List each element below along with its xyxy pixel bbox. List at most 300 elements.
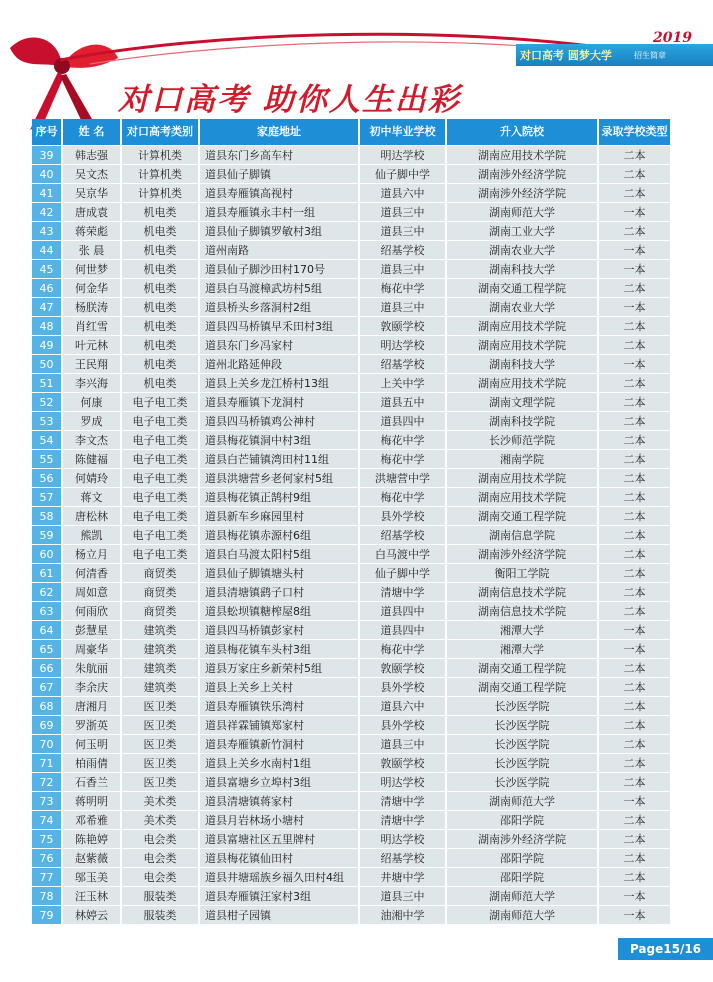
cell-name: 邬玉美 bbox=[63, 868, 120, 886]
cell-middle-school: 清塘中学 bbox=[360, 583, 445, 601]
brand-title: 对口高考 圆梦大学 bbox=[520, 49, 612, 62]
cell-category: 电子电工类 bbox=[122, 507, 198, 525]
cell-name: 吴文杰 bbox=[63, 165, 120, 183]
cell-college-tier: 二本 bbox=[599, 412, 670, 430]
cell-college: 湖南应用技术学院 bbox=[447, 488, 597, 506]
table-row bbox=[32, 868, 670, 886]
page-number: Page15/16 bbox=[618, 938, 713, 960]
cell-name: 唐松林 bbox=[63, 507, 120, 525]
cell-middle-school: 梅花中学 bbox=[360, 279, 445, 297]
cell-middle-school: 明达学校 bbox=[360, 830, 445, 848]
cell-seq: 73 bbox=[32, 792, 61, 810]
cell-college-tier: 一本 bbox=[599, 203, 670, 221]
cell-college-tier: 一本 bbox=[599, 906, 670, 924]
table-row bbox=[32, 583, 670, 601]
cell-address: 道县月岩林场小塘村 bbox=[200, 811, 358, 829]
cell-college-tier: 二本 bbox=[599, 279, 670, 297]
cell-middle-school: 梅花中学 bbox=[360, 488, 445, 506]
cell-address: 道县上关乡上关村 bbox=[200, 678, 358, 696]
cell-address: 道县寿雁镇汪家村3组 bbox=[200, 887, 358, 905]
cell-middle-school: 道县四中 bbox=[360, 602, 445, 620]
cell-seq: 66 bbox=[32, 659, 61, 677]
cell-college: 湖南信息技术学院 bbox=[447, 602, 597, 620]
cell-seq: 48 bbox=[32, 317, 61, 335]
cell-college: 湖南应用技术学院 bbox=[447, 336, 597, 354]
cell-middle-school: 井塘中学 bbox=[360, 868, 445, 886]
cell-address: 道县清塘镇蒋家村 bbox=[200, 792, 358, 810]
cell-seq: 77 bbox=[32, 868, 61, 886]
column-header-middle-school: 初中毕业学校 bbox=[360, 119, 445, 145]
cell-name: 何玉明 bbox=[63, 735, 120, 753]
column-header-category: 对口高考类别 bbox=[122, 119, 198, 145]
cell-middle-school: 明达学校 bbox=[360, 336, 445, 354]
column-header-seq: 序号 bbox=[32, 119, 61, 145]
cell-address: 道县柑子园镇 bbox=[200, 906, 358, 924]
cell-address: 道县寿雁镇永丰村一组 bbox=[200, 203, 358, 221]
cell-seq: 55 bbox=[32, 450, 61, 468]
cell-name: 韩志强 bbox=[63, 146, 120, 164]
cell-name: 彭慧星 bbox=[63, 621, 120, 639]
cell-name: 肖红雪 bbox=[63, 317, 120, 335]
cell-name: 何康 bbox=[63, 393, 120, 411]
cell-address: 道县仙子脚镇罗敏村3组 bbox=[200, 222, 358, 240]
table-row bbox=[32, 621, 670, 639]
cell-college-tier: 二本 bbox=[599, 583, 670, 601]
cell-middle-school: 绍基学校 bbox=[360, 355, 445, 373]
cell-college: 长沙医学院 bbox=[447, 697, 597, 715]
cell-seq: 67 bbox=[32, 678, 61, 696]
cell-name: 邓希雅 bbox=[63, 811, 120, 829]
cell-college-tier: 二本 bbox=[599, 773, 670, 791]
cell-name: 朱航丽 bbox=[63, 659, 120, 677]
cell-address: 道州北路延伸段 bbox=[200, 355, 358, 373]
cell-address: 道县洪塘营乡老何家村5组 bbox=[200, 469, 358, 487]
cell-college-tier: 二本 bbox=[599, 488, 670, 506]
cell-seq: 54 bbox=[32, 431, 61, 449]
cell-college-tier: 一本 bbox=[599, 355, 670, 373]
table-row bbox=[32, 792, 670, 810]
cell-college-tier: 一本 bbox=[599, 887, 670, 905]
cell-category: 电子电工类 bbox=[122, 450, 198, 468]
cell-middle-school: 白马渡中学 bbox=[360, 545, 445, 563]
cell-address: 道县清塘镇鹞子口村 bbox=[200, 583, 358, 601]
cell-college-tier: 二本 bbox=[599, 336, 670, 354]
cell-address: 道县东门乡冯家村 bbox=[200, 336, 358, 354]
cell-college: 湖南信息技术学院 bbox=[447, 583, 597, 601]
cell-seq: 53 bbox=[32, 412, 61, 430]
cell-college-tier: 二本 bbox=[599, 830, 670, 848]
cell-address: 道州南路 bbox=[200, 241, 358, 259]
cell-address: 道县四马桥镇早禾田村3组 bbox=[200, 317, 358, 335]
cell-name: 周豪华 bbox=[63, 640, 120, 658]
cell-category: 商贸类 bbox=[122, 583, 198, 601]
admission-table bbox=[30, 118, 672, 925]
table-row bbox=[32, 431, 670, 449]
table-row bbox=[32, 165, 670, 183]
cell-middle-school: 县外学校 bbox=[360, 678, 445, 696]
cell-college: 湘潭大学 bbox=[447, 640, 597, 658]
cell-category: 机电类 bbox=[122, 374, 198, 392]
cell-middle-school: 梅花中学 bbox=[360, 431, 445, 449]
cell-address: 道县寿雁镇下龙洞村 bbox=[200, 393, 358, 411]
cell-name: 陈健福 bbox=[63, 450, 120, 468]
cell-college: 湖南师范大学 bbox=[447, 887, 597, 905]
cell-college: 湖南师范大学 bbox=[447, 906, 597, 924]
cell-seq: 40 bbox=[32, 165, 61, 183]
cell-middle-school: 敦颐学校 bbox=[360, 659, 445, 677]
cell-college-tier: 二本 bbox=[599, 697, 670, 715]
cell-college-tier: 二本 bbox=[599, 450, 670, 468]
cell-address: 道县梅花镇赤源村6组 bbox=[200, 526, 358, 544]
cell-seq: 71 bbox=[32, 754, 61, 772]
cell-middle-school: 清塘中学 bbox=[360, 792, 445, 810]
cell-name: 何雨欣 bbox=[63, 602, 120, 620]
cell-name: 何世梦 bbox=[63, 260, 120, 278]
cell-category: 美术类 bbox=[122, 811, 198, 829]
cell-address: 道县梅花镇正鹄村9组 bbox=[200, 488, 358, 506]
cell-category: 商贸类 bbox=[122, 564, 198, 582]
cell-college: 湖南农业大学 bbox=[447, 241, 597, 259]
cell-address: 道县蚣坝镇糖榨屋8组 bbox=[200, 602, 358, 620]
cell-address: 道县祥霖铺镇郑家村 bbox=[200, 716, 358, 734]
table-row bbox=[32, 203, 670, 221]
cell-address: 道县寿雁镇高视村 bbox=[200, 184, 358, 202]
cell-middle-school: 梅花中学 bbox=[360, 450, 445, 468]
cell-college-tier: 一本 bbox=[599, 640, 670, 658]
cell-middle-school: 油湘中学 bbox=[360, 906, 445, 924]
table-row bbox=[32, 773, 670, 791]
cell-college: 邵阳学院 bbox=[447, 849, 597, 867]
cell-college: 湖南信息学院 bbox=[447, 526, 597, 544]
cell-category: 机电类 bbox=[122, 336, 198, 354]
cell-name: 李兴海 bbox=[63, 374, 120, 392]
cell-address: 道县白马渡太阳村5组 bbox=[200, 545, 358, 563]
cell-seq: 60 bbox=[32, 545, 61, 563]
cell-college-tier: 一本 bbox=[599, 260, 670, 278]
cell-college-tier: 二本 bbox=[599, 526, 670, 544]
cell-seq: 44 bbox=[32, 241, 61, 259]
cell-college-tier: 一本 bbox=[599, 298, 670, 316]
cell-category: 电子电工类 bbox=[122, 393, 198, 411]
cell-middle-school: 仙子脚中学 bbox=[360, 564, 445, 582]
table-row bbox=[32, 317, 670, 335]
cell-college: 湖南师范大学 bbox=[447, 203, 597, 221]
table-row bbox=[32, 545, 670, 563]
table-row bbox=[32, 507, 670, 525]
cell-address: 道县东门乡高车村 bbox=[200, 146, 358, 164]
cell-seq: 76 bbox=[32, 849, 61, 867]
cell-college: 湖南交通工程学院 bbox=[447, 279, 597, 297]
cell-seq: 70 bbox=[32, 735, 61, 753]
cell-college-tier: 二本 bbox=[599, 184, 670, 202]
table-row bbox=[32, 469, 670, 487]
cell-middle-school: 道县五中 bbox=[360, 393, 445, 411]
cell-category: 机电类 bbox=[122, 260, 198, 278]
cell-address: 道县梅花镇车头村3组 bbox=[200, 640, 358, 658]
cell-category: 电子电工类 bbox=[122, 469, 198, 487]
cell-seq: 62 bbox=[32, 583, 61, 601]
table-row bbox=[32, 146, 670, 164]
table-row bbox=[32, 697, 670, 715]
table-row bbox=[32, 735, 670, 753]
cell-address: 道县井塘瑶族乡福久田村4组 bbox=[200, 868, 358, 886]
year-label: 2019 bbox=[653, 30, 692, 46]
cell-middle-school: 道县三中 bbox=[360, 260, 445, 278]
cell-name: 何金华 bbox=[63, 279, 120, 297]
cell-college-tier: 二本 bbox=[599, 507, 670, 525]
cell-seq: 61 bbox=[32, 564, 61, 582]
table-row bbox=[32, 412, 670, 430]
cell-college: 湖南涉外经济学院 bbox=[447, 184, 597, 202]
cell-name: 吴京华 bbox=[63, 184, 120, 202]
cell-name: 林婷云 bbox=[63, 906, 120, 924]
cell-college-tier: 二本 bbox=[599, 374, 670, 392]
cell-middle-school: 绍基学校 bbox=[360, 526, 445, 544]
cell-middle-school: 道县六中 bbox=[360, 697, 445, 715]
cell-college: 湖南应用技术学院 bbox=[447, 469, 597, 487]
cell-name: 李文杰 bbox=[63, 431, 120, 449]
cell-college-tier: 二本 bbox=[599, 564, 670, 582]
cell-college: 长沙医学院 bbox=[447, 773, 597, 791]
table-row bbox=[32, 260, 670, 278]
cell-name: 罗浙英 bbox=[63, 716, 120, 734]
table-row bbox=[32, 830, 670, 848]
cell-college: 湖南文理学院 bbox=[447, 393, 597, 411]
cell-seq: 47 bbox=[32, 298, 61, 316]
cell-address: 道县万家庄乡新荣村5组 bbox=[200, 659, 358, 677]
table-row bbox=[32, 849, 670, 867]
cell-category: 机电类 bbox=[122, 298, 198, 316]
cell-address: 道县梅花镇仙田村 bbox=[200, 849, 358, 867]
cell-college: 湖南科技大学 bbox=[447, 260, 597, 278]
cell-college-tier: 二本 bbox=[599, 811, 670, 829]
cell-seq: 65 bbox=[32, 640, 61, 658]
cell-college-tier: 一本 bbox=[599, 241, 670, 259]
cell-college: 邵阳学院 bbox=[447, 868, 597, 886]
table-row bbox=[32, 488, 670, 506]
cell-name: 汪玉林 bbox=[63, 887, 120, 905]
cell-seq: 56 bbox=[32, 469, 61, 487]
cell-seq: 78 bbox=[32, 887, 61, 905]
cell-college: 湖南应用技术学院 bbox=[447, 374, 597, 392]
cell-middle-school: 绍基学校 bbox=[360, 241, 445, 259]
cell-middle-school: 明达学校 bbox=[360, 773, 445, 791]
table-row bbox=[32, 526, 670, 544]
cell-college: 湖南科技学院 bbox=[447, 412, 597, 430]
cell-name: 蒋明明 bbox=[63, 792, 120, 810]
cell-college-tier: 二本 bbox=[599, 317, 670, 335]
cell-address: 道县寿雁镇新竹洞村 bbox=[200, 735, 358, 753]
cell-college-tier: 二本 bbox=[599, 469, 670, 487]
cell-name: 李余庆 bbox=[63, 678, 120, 696]
cell-category: 机电类 bbox=[122, 241, 198, 259]
cell-name: 何婧玲 bbox=[63, 469, 120, 487]
cell-name: 杨朕涛 bbox=[63, 298, 120, 316]
table-row bbox=[32, 355, 670, 373]
cell-middle-school: 道县三中 bbox=[360, 298, 445, 316]
cell-college-tier: 一本 bbox=[599, 792, 670, 810]
cell-middle-school: 道县三中 bbox=[360, 203, 445, 221]
cell-seq: 50 bbox=[32, 355, 61, 373]
cell-name: 蒋荣彪 bbox=[63, 222, 120, 240]
table-header-row bbox=[32, 119, 670, 145]
cell-middle-school: 明达学校 bbox=[360, 146, 445, 164]
cell-middle-school: 道县四中 bbox=[360, 621, 445, 639]
cell-college-tier: 二本 bbox=[599, 602, 670, 620]
cell-category: 电子电工类 bbox=[122, 412, 198, 430]
cell-college-tier: 二本 bbox=[599, 393, 670, 411]
cell-name: 唐湘月 bbox=[63, 697, 120, 715]
cell-college: 长沙医学院 bbox=[447, 716, 597, 734]
cell-middle-school: 仙子脚中学 bbox=[360, 165, 445, 183]
cell-category: 医卫类 bbox=[122, 735, 198, 753]
cell-seq: 51 bbox=[32, 374, 61, 392]
cell-college: 长沙医学院 bbox=[447, 735, 597, 753]
cell-college-tier: 二本 bbox=[599, 545, 670, 563]
cell-middle-school: 道县三中 bbox=[360, 735, 445, 753]
column-header-name: 姓 名 bbox=[63, 119, 120, 145]
cell-seq: 64 bbox=[32, 621, 61, 639]
cell-address: 道县白芒铺镇湾田村11组 bbox=[200, 450, 358, 468]
cell-middle-school: 县外学校 bbox=[360, 507, 445, 525]
cell-category: 服装类 bbox=[122, 906, 198, 924]
cell-address: 道县上关乡水南村1组 bbox=[200, 754, 358, 772]
cell-name: 周如意 bbox=[63, 583, 120, 601]
table-row bbox=[32, 906, 670, 924]
cell-middle-school: 绍基学校 bbox=[360, 849, 445, 867]
cell-middle-school: 道县六中 bbox=[360, 184, 445, 202]
cell-address: 道县桥头乡落洞村2组 bbox=[200, 298, 358, 316]
cell-address: 道县白马渡樟武坊村5组 bbox=[200, 279, 358, 297]
cell-seq: 49 bbox=[32, 336, 61, 354]
cell-college-tier: 二本 bbox=[599, 659, 670, 677]
cell-seq: 75 bbox=[32, 830, 61, 848]
table-row bbox=[32, 184, 670, 202]
cell-name: 柏雨倩 bbox=[63, 754, 120, 772]
cell-category: 建筑类 bbox=[122, 678, 198, 696]
cell-college-tier: 二本 bbox=[599, 431, 670, 449]
cell-college: 湘潭大学 bbox=[447, 621, 597, 639]
cell-category: 机电类 bbox=[122, 279, 198, 297]
cell-name: 赵紫薇 bbox=[63, 849, 120, 867]
cell-category: 电会类 bbox=[122, 868, 198, 886]
cell-category: 服装类 bbox=[122, 887, 198, 905]
cell-name: 熊凯 bbox=[63, 526, 120, 544]
cell-seq: 74 bbox=[32, 811, 61, 829]
cell-address: 道县梅花镇洞中村3组 bbox=[200, 431, 358, 449]
cell-middle-school: 县外学校 bbox=[360, 716, 445, 734]
column-header-address: 家庭地址 bbox=[200, 119, 358, 145]
cell-seq: 45 bbox=[32, 260, 61, 278]
cell-category: 电子电工类 bbox=[122, 488, 198, 506]
cell-address: 道县寿雁镇铁乐湾村 bbox=[200, 697, 358, 715]
cell-college-tier: 二本 bbox=[599, 849, 670, 867]
cell-category: 商贸类 bbox=[122, 602, 198, 620]
cell-college: 湖南科技大学 bbox=[447, 355, 597, 373]
cell-seq: 39 bbox=[32, 146, 61, 164]
cell-category: 医卫类 bbox=[122, 773, 198, 791]
cell-middle-school: 道县三中 bbox=[360, 222, 445, 240]
cell-category: 建筑类 bbox=[122, 621, 198, 639]
cell-name: 何清香 bbox=[63, 564, 120, 582]
cell-college-tier: 二本 bbox=[599, 678, 670, 696]
brand-subtitle: 招生简章 bbox=[634, 51, 666, 60]
cell-category: 机电类 bbox=[122, 222, 198, 240]
cell-college: 湖南交通工程学院 bbox=[447, 659, 597, 677]
table-row bbox=[32, 659, 670, 677]
cell-college: 湖南涉外经济学院 bbox=[447, 545, 597, 563]
cell-college-tier: 二本 bbox=[599, 165, 670, 183]
cell-name: 蒋文 bbox=[63, 488, 120, 506]
cell-address: 道县四马桥镇彭家村 bbox=[200, 621, 358, 639]
cell-category: 建筑类 bbox=[122, 659, 198, 677]
page-header bbox=[0, 0, 713, 118]
cell-college-tier: 一本 bbox=[599, 621, 670, 639]
cell-seq: 79 bbox=[32, 906, 61, 924]
cell-address: 道县富塘乡立埠村3组 bbox=[200, 773, 358, 791]
cell-college: 湖南应用技术学院 bbox=[447, 146, 597, 164]
cell-address: 道县四马桥镇鸡公神村 bbox=[200, 412, 358, 430]
cell-college: 湖南交通工程学院 bbox=[447, 507, 597, 525]
cell-category: 建筑类 bbox=[122, 640, 198, 658]
cell-seq: 58 bbox=[32, 507, 61, 525]
table-row bbox=[32, 336, 670, 354]
cell-college: 湖南工业大学 bbox=[447, 222, 597, 240]
cell-category: 电子电工类 bbox=[122, 431, 198, 449]
cell-seq: 59 bbox=[32, 526, 61, 544]
cell-category: 医卫类 bbox=[122, 754, 198, 772]
table-row bbox=[32, 754, 670, 772]
cell-middle-school: 敦颐学校 bbox=[360, 317, 445, 335]
cell-college: 湖南师范大学 bbox=[447, 792, 597, 810]
cell-college-tier: 二本 bbox=[599, 754, 670, 772]
cell-college: 湖南应用技术学院 bbox=[447, 317, 597, 335]
cell-category: 机电类 bbox=[122, 317, 198, 335]
cell-seq: 42 bbox=[32, 203, 61, 221]
cell-middle-school: 敦颐学校 bbox=[360, 754, 445, 772]
table-row bbox=[32, 279, 670, 297]
cell-seq: 41 bbox=[32, 184, 61, 202]
page-title: 对口高考 助你人生出彩 bbox=[118, 82, 461, 118]
cell-college: 湖南交通工程学院 bbox=[447, 678, 597, 696]
cell-middle-school: 梅花中学 bbox=[360, 640, 445, 658]
cell-category: 计算机类 bbox=[122, 184, 198, 202]
cell-seq: 63 bbox=[32, 602, 61, 620]
table-row bbox=[32, 450, 670, 468]
cell-address: 道县上关乡龙江桥村13组 bbox=[200, 374, 358, 392]
cell-name: 叶元林 bbox=[63, 336, 120, 354]
cell-category: 电子电工类 bbox=[122, 526, 198, 544]
cell-seq: 46 bbox=[32, 279, 61, 297]
cell-college: 湖南农业大学 bbox=[447, 298, 597, 316]
cell-category: 电会类 bbox=[122, 830, 198, 848]
cell-seq: 72 bbox=[32, 773, 61, 791]
cell-college-tier: 二本 bbox=[599, 868, 670, 886]
cell-address: 道县仙子脚镇塘头村 bbox=[200, 564, 358, 582]
cell-name: 张 晨 bbox=[63, 241, 120, 259]
cell-name: 罗成 bbox=[63, 412, 120, 430]
cell-seq: 57 bbox=[32, 488, 61, 506]
cell-category: 计算机类 bbox=[122, 165, 198, 183]
table-row bbox=[32, 640, 670, 658]
cell-seq: 69 bbox=[32, 716, 61, 734]
cell-middle-school: 清塘中学 bbox=[360, 811, 445, 829]
table-row bbox=[32, 716, 670, 734]
table-row bbox=[32, 241, 670, 259]
cell-college-tier: 二本 bbox=[599, 146, 670, 164]
cell-college-tier: 二本 bbox=[599, 735, 670, 753]
column-header-college: 升入院校 bbox=[447, 119, 597, 145]
